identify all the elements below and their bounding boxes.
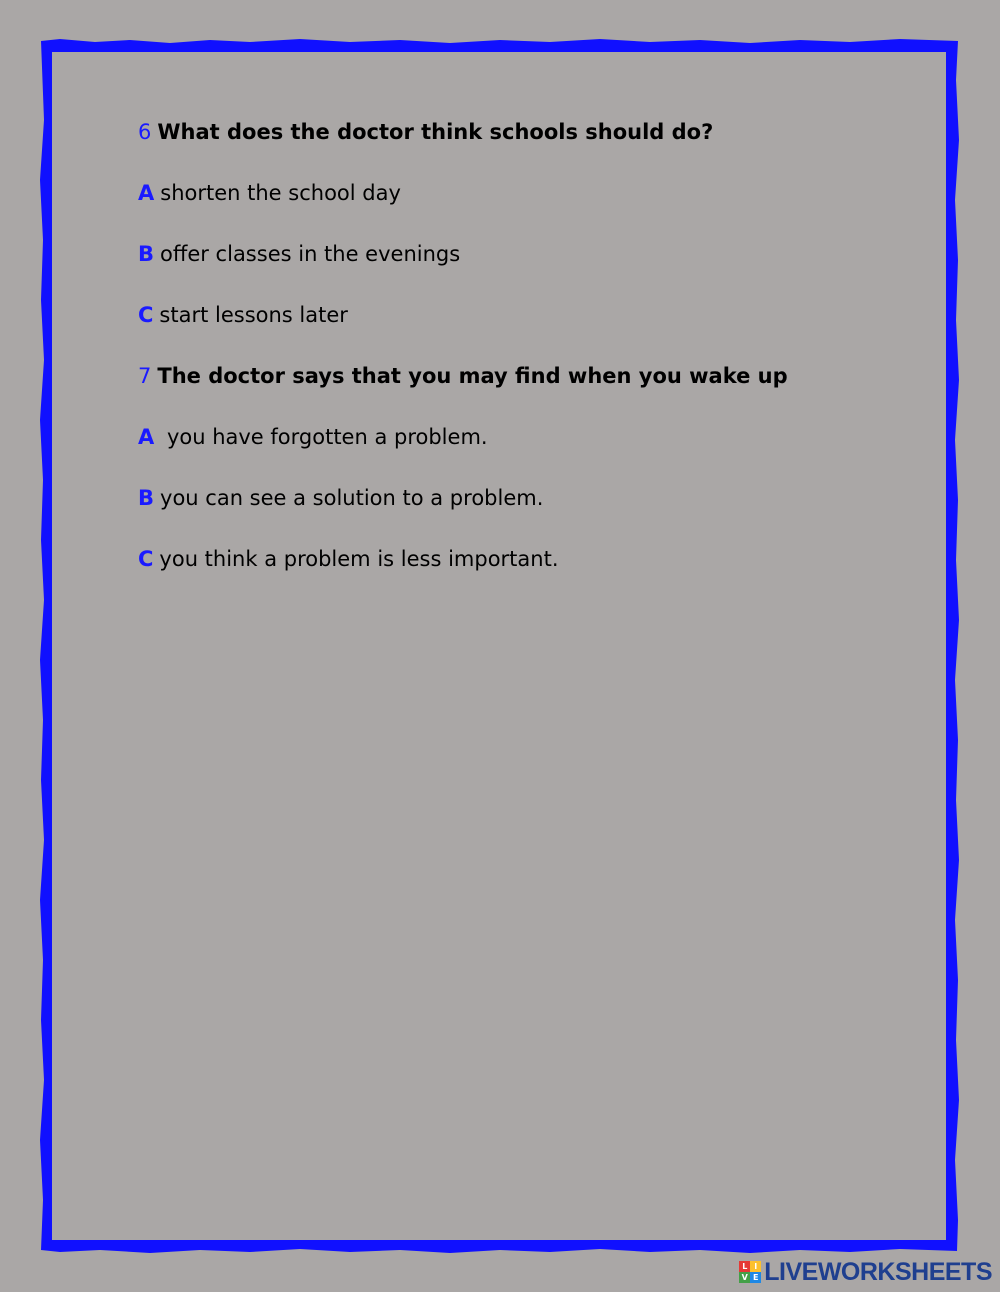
liveworksheets-logo[interactable] — [739, 1252, 992, 1292]
option-text: shorten the school day — [160, 181, 401, 205]
option-text: you have forgotten a problem. — [160, 425, 488, 449]
question-7 — [138, 356, 898, 417]
logo-letter-i: I — [750, 1261, 761, 1272]
option-text: offer classes in the evenings — [160, 242, 461, 266]
option-6a[interactable] — [138, 173, 898, 234]
option-text: you can see a solution to a problem. — [160, 486, 544, 510]
option-letter: C — [138, 547, 154, 571]
logo-icon — [739, 1261, 761, 1283]
option-7b[interactable] — [138, 478, 898, 539]
question-number: 7 — [138, 364, 152, 388]
question-text: The doctor says that you may find when you wake up — [157, 364, 788, 388]
question-text: What does the doctor think schools should do? — [157, 120, 714, 144]
option-6b[interactable] — [138, 234, 898, 295]
option-text: you think a problem is less important. — [159, 547, 559, 571]
option-text: start lessons later — [159, 303, 348, 327]
option-6c[interactable] — [138, 295, 898, 356]
option-7a[interactable] — [138, 417, 898, 478]
logo-letter-l: L — [739, 1261, 750, 1272]
option-letter: A — [138, 425, 155, 449]
option-letter: A — [138, 181, 155, 205]
option-letter: B — [138, 486, 155, 510]
brand-name: LIVEWORKSHEETS — [764, 1257, 992, 1286]
option-letter: B — [138, 242, 155, 266]
logo-letter-v: V — [739, 1272, 750, 1283]
worksheet-content — [138, 112, 898, 600]
option-7c[interactable] — [138, 539, 898, 600]
question-6 — [138, 112, 898, 173]
logo-letter-e: E — [750, 1272, 761, 1283]
option-letter: C — [138, 303, 154, 327]
question-number: 6 — [138, 120, 152, 144]
